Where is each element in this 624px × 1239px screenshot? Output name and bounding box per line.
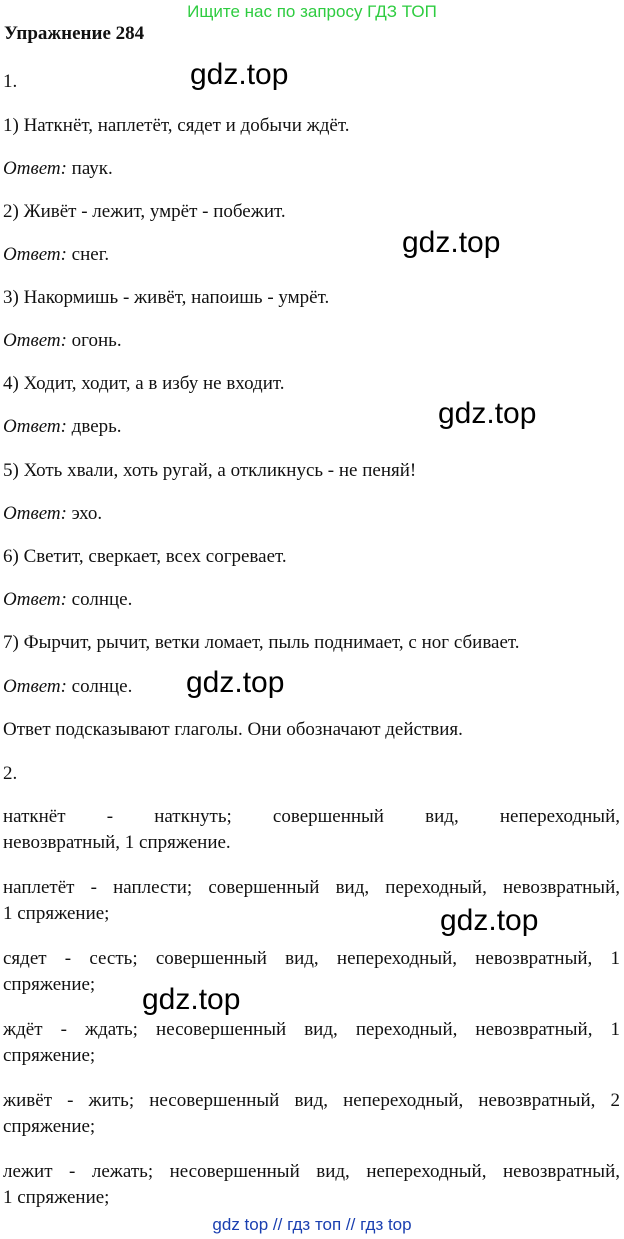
answer-label: Ответ:: [3, 589, 67, 610]
entry-line: лежит - лежать; несовершенный вид, непереходный, невозвратный,: [3, 1161, 620, 1182]
answer-text: снег.: [71, 244, 110, 265]
riddle-7: 7) Фырчит, рычит, ветки ломает, пыль поднимает, с ног сбивает.: [3, 632, 520, 653]
entry-line: живёт - жить; несовершенный вид, непереходный, невозвратный, 2: [3, 1090, 620, 1111]
watermark: gdz.top: [142, 983, 241, 1016]
answer-text: солнце.: [71, 589, 133, 610]
riddle-1: 1) Наткнёт, наплетёт, сядет и добычи ждёт.: [3, 115, 350, 136]
entry-line: невозвратный, 1 спряжение.: [3, 832, 231, 853]
page-title: Упражнение 284: [4, 23, 145, 44]
part2-number: 2.: [3, 763, 18, 784]
verb-entry-3: [3, 946, 620, 998]
watermark: gdz.top: [440, 904, 539, 937]
answer-text: огонь.: [71, 330, 122, 351]
entry-line: наткнёт - наткнуть; совершенный вид, непереходный,: [3, 806, 620, 827]
answer-text: солнце.: [71, 676, 133, 697]
answer-label: Ответ:: [3, 676, 67, 697]
entry-line: спряжение;: [3, 974, 96, 995]
part1-number: 1.: [3, 71, 18, 92]
answer-label: Ответ:: [3, 330, 67, 351]
answer-text: паук.: [71, 158, 113, 179]
entry-line: 1 спряжение;: [3, 903, 110, 924]
answer-text: эхо.: [71, 503, 103, 524]
entry-line: наплетёт - наплести; совершенный вид, переходный, невозвратный,: [3, 877, 620, 898]
watermark: gdz.top: [190, 58, 289, 91]
answer-2: [3, 243, 620, 267]
watermark: gdz.top: [186, 666, 285, 699]
answer-label: Ответ:: [3, 416, 67, 437]
part1-note: Ответ подсказывают глаголы. Они обозначают действия.: [3, 719, 463, 740]
answer-7: [3, 675, 620, 699]
answer-label: Ответ:: [3, 244, 67, 265]
footer-banner: gdz top // гдз топ // гдз top: [212, 1215, 412, 1234]
verb-entry-1: [3, 804, 620, 856]
entry-line: ждёт - ждать; несовершенный вид, переходный, невозвратный, 1: [3, 1019, 620, 1040]
answer-label: Ответ:: [3, 158, 67, 179]
riddle-6: 6) Светит, сверкает, всех согревает.: [3, 546, 287, 567]
answer-3: [3, 329, 620, 353]
answer-6: [3, 588, 620, 612]
entry-line: 1 спряжение;: [3, 1187, 110, 1208]
verb-entry-5: [3, 1088, 620, 1140]
answer-5: [3, 502, 620, 526]
verb-entry-6: [3, 1159, 620, 1211]
answer-label: Ответ:: [3, 503, 67, 524]
riddle-5: 5) Хоть хвали, хоть ругай, а откликнусь - не пеняй!: [3, 460, 417, 481]
entry-line: спряжение;: [3, 1045, 96, 1066]
watermark: gdz.top: [402, 226, 501, 259]
riddle-3: 3) Накормишь - живёт, напоишь - умрёт.: [3, 287, 330, 308]
answer-text: дверь.: [71, 416, 122, 437]
verb-entry-4: [3, 1017, 620, 1069]
top-banner: Ищите нас по запросу ГДЗ ТОП: [187, 2, 437, 21]
riddle-2: 2) Живёт - лежит, умрёт - побежит.: [3, 201, 286, 222]
entry-line: спряжение;: [3, 1116, 96, 1137]
entry-line: сядет - сесть; совершенный вид, непереходный, невозвратный, 1: [3, 948, 620, 969]
riddle-4: 4) Ходит, ходит, а в избу не входит.: [3, 373, 285, 394]
answer-1: [3, 157, 620, 181]
watermark: gdz.top: [438, 397, 537, 430]
